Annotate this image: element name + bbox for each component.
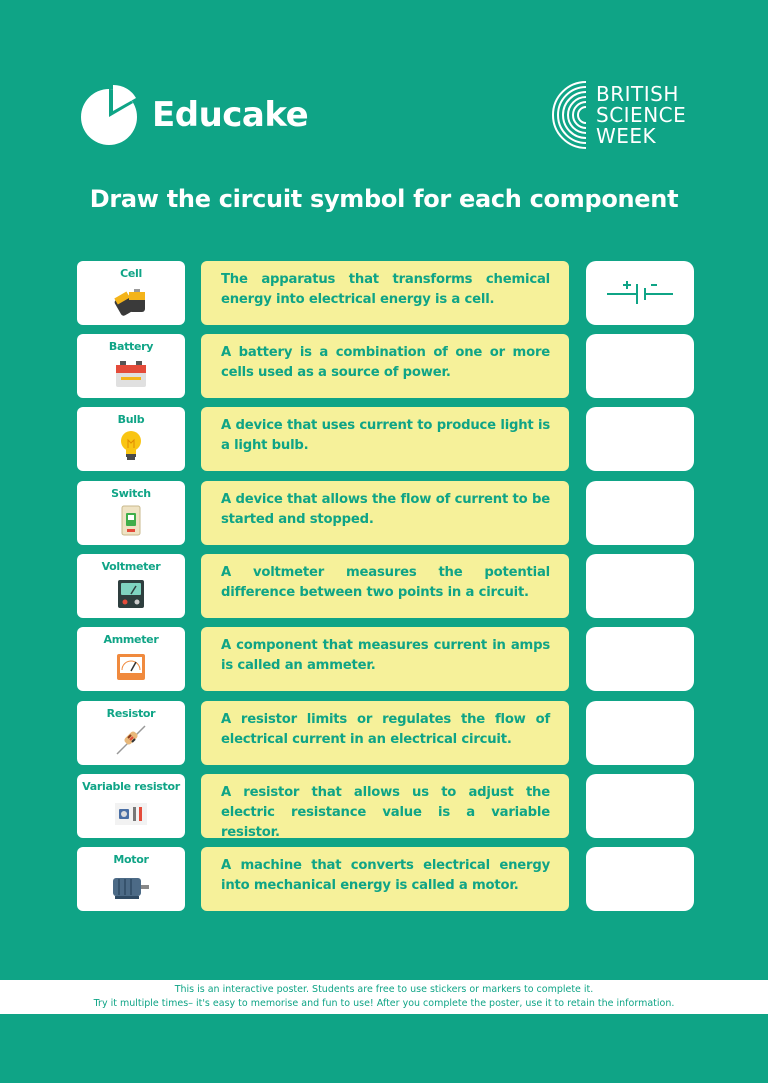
answer-box[interactable]	[586, 334, 694, 398]
educake-pie-icon	[78, 83, 142, 147]
resistor-icon	[111, 724, 151, 756]
component-description: A device that allows the flow of current to be started and stopped.	[201, 481, 569, 545]
light-bulb-icon	[111, 430, 151, 462]
component-card	[77, 261, 185, 325]
battery-cell-icon	[111, 284, 151, 316]
answer-box[interactable]	[586, 847, 694, 911]
component-card	[77, 774, 185, 838]
component-card	[77, 407, 185, 471]
switch-icon	[111, 504, 151, 536]
motor-icon	[111, 870, 151, 902]
answer-box[interactable]	[586, 261, 694, 325]
page-title: Draw the circuit symbol for each component	[89, 185, 679, 213]
component-card	[77, 481, 185, 545]
component-name: Battery	[108, 340, 154, 353]
ammeter-icon	[111, 650, 151, 682]
table-row	[77, 701, 694, 765]
component-name: Variable resistor	[82, 780, 180, 793]
cell-symbol-icon	[605, 278, 675, 308]
component-description: A voltmeter measures the potential difference between two points in a circuit.	[201, 554, 569, 618]
component-description: A machine that converts electrical energy into mechanical energy is called a motor.	[201, 847, 569, 911]
answer-box[interactable]	[586, 701, 694, 765]
answer-box[interactable]	[586, 627, 694, 691]
component-name: Ammeter	[103, 633, 159, 646]
answer-box[interactable]	[586, 554, 694, 618]
bsw-line-3: WEEK	[596, 123, 657, 148]
table-row	[77, 261, 694, 325]
variable-resistor-icon	[111, 797, 151, 829]
voltmeter-icon	[111, 577, 151, 609]
british-science-week-logo	[548, 80, 686, 150]
component-card	[77, 334, 185, 398]
footer-line-1: This is an interactive poster. Students are free to use stickers or markers to complete it.	[174, 984, 594, 995]
table-row	[77, 554, 694, 618]
component-name: Resistor	[106, 707, 156, 720]
answer-box[interactable]	[586, 774, 694, 838]
british-science-week-wordmark	[596, 81, 687, 148]
component-description: A device that uses current to produce light is a light bulb.	[201, 407, 569, 471]
educake-wordmark: Educake	[152, 95, 309, 135]
component-name: Switch	[111, 487, 151, 500]
educake-logo	[78, 80, 308, 150]
table-row	[77, 407, 694, 471]
footer-line-2: Try it multiple times– it's easy to memorise and fun to use! After you complete the poster, use it to retain the information.	[93, 998, 675, 1009]
table-row	[77, 481, 694, 545]
bsw-line-2: SCIENCE	[596, 102, 687, 127]
bsw-line-1: BRITISH	[596, 81, 679, 106]
component-name: Cell	[120, 267, 142, 280]
table-row	[77, 847, 694, 911]
table-row	[77, 774, 694, 838]
table-row	[77, 627, 694, 691]
answer-box[interactable]	[586, 407, 694, 471]
component-card	[77, 554, 185, 618]
component-description: A resistor that allows us to adjust the electric resistance value is a variable resistor.	[201, 774, 569, 838]
component-description: A battery is a combination of one or more cells used as a source of power.	[201, 334, 569, 398]
component-card	[77, 847, 185, 911]
component-name: Bulb	[117, 413, 145, 426]
table-row	[77, 334, 694, 398]
component-card	[77, 701, 185, 765]
component-description: A resistor limits or regulates the flow of electrical current in an electrical circuit.	[201, 701, 569, 765]
car-battery-icon	[111, 357, 151, 389]
component-card	[77, 627, 185, 691]
footer-note	[0, 980, 768, 1014]
concentric-arcs-icon	[548, 80, 590, 150]
component-name: Voltmeter	[101, 560, 161, 573]
component-name: Motor	[113, 853, 149, 866]
answer-box[interactable]	[586, 481, 694, 545]
component-description: The apparatus that transforms chemical energy into electrical energy is a cell.	[201, 261, 569, 325]
component-description: A component that measures current in amps is called an ammeter.	[201, 627, 569, 691]
